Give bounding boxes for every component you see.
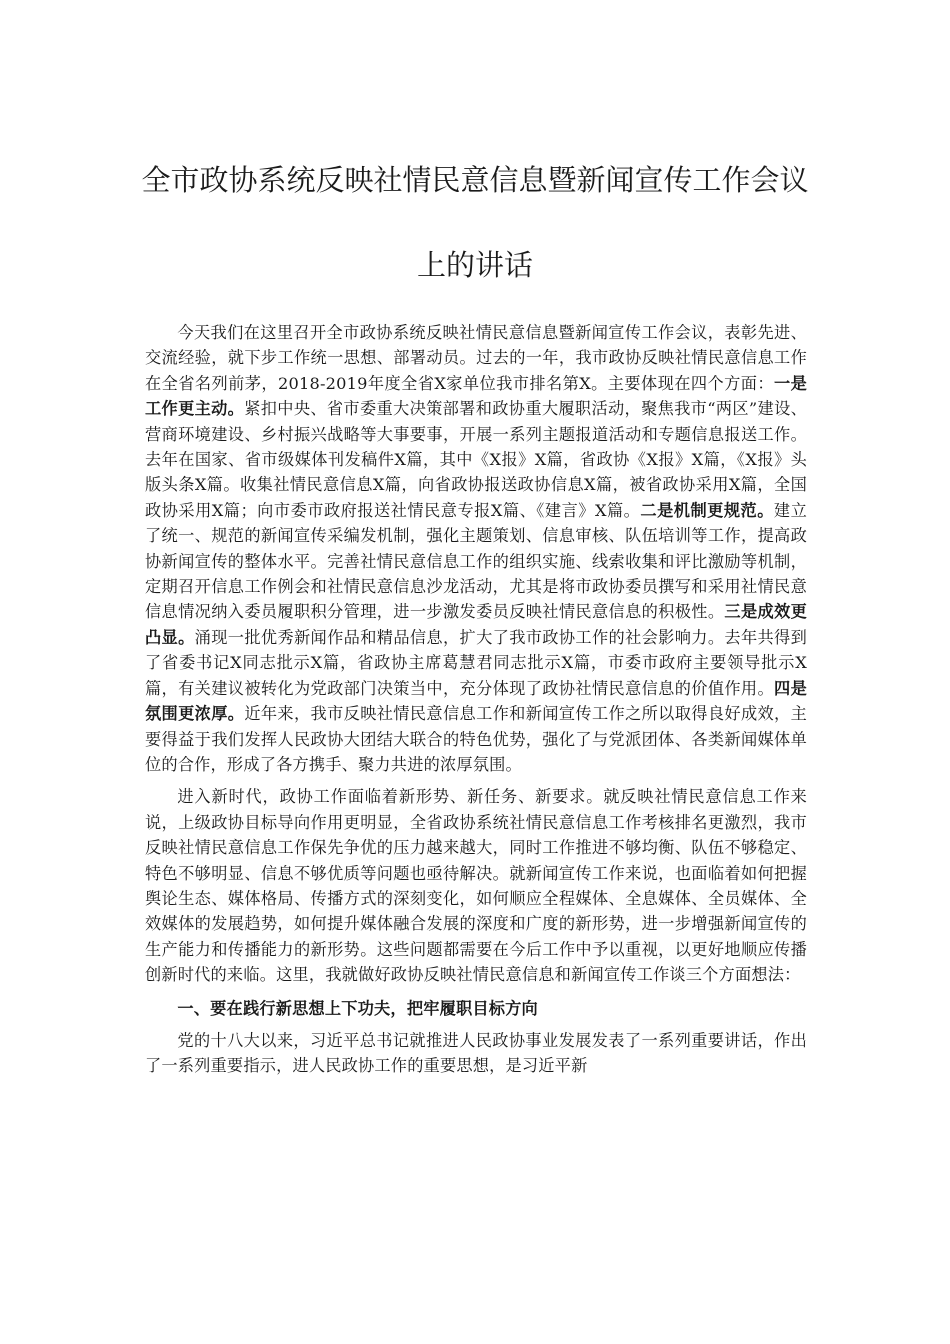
paragraph-text: 建立了统一、规范的新闻宣传采编发机制，强化主题策划、信息审核、队伍培训等工作，提高政协新闻宣传的整体水平。完善社情民意信息工作的组织实施、线索收集和评比激励等机制，定期召开信息工作例会和社情民意信息沙龙活动，尤其是将市政协委员撰写和采用社情民意信息情况纳入委员履职积分管理，进一步激发委员反映社情民意信息的积极性。: [145, 500, 808, 622]
document-body: [145, 320, 807, 1079]
document-title-line-1: 全市政协系统反映社情民意信息暨新闻宣传工作会议: [141, 163, 809, 197]
bold-point-1: 一是工作更主动。: [145, 373, 807, 419]
section-heading-1: 一、要在践行新思想上下功夫，把牢履职目标方向: [177, 998, 538, 1018]
bold-point-3: 三是成效更凸显。: [145, 602, 808, 647]
paragraph-2: 进入新时代，政协工作面临着新形势、新任务、新要求。就反映社情民意信息工作来说，上级政协目标导向作用更明显，全省政协系统社情民意信息工作考核排名更激烈，我市反映社情民意信息工作保先争优的压力越来越大，同时工作推进不够均衡、队伍不够稳定、特色不够明显、信息不够优质等问题也亟待解决。就新闻宣传工作来说，也面临着如何把握舆论生态、媒体格局、传播方式的深刻变化，如何顺应全程媒体、全息媒体、全员媒体、全效媒体的发展趋势，如何提升媒体融合发展的深度和广度的新形势，进一步增强新闻宣传的生产能力和传播能力的新形势。这些问题都需要在今后工作中予以重视，以更好地顺应传播创新时代的来临。这里，我就做好政协反映社情民意信息和新闻宣传工作谈三个方面想法：: [145, 787, 807, 985]
bold-point-4: 四是氛围更浓厚。: [145, 678, 807, 724]
paragraph-text: 今天我们在这里召开全市政协系统反映社情民意信息暨新闻宣传工作会议，表彰先进、交流经验，就下步工作统一思想、部署动员。过去的一年，我市政协反映社情民意信息工作在全省名列前茅，2018-2019年度全省X家单位我市排名第X。主要体现在四个方面：: [145, 323, 807, 393]
paragraph-1: [145, 320, 807, 777]
paragraph-3: 党的十八大以来，习近平总书记就推进人民政协事业发展发表了一系列重要讲话，作出了一系列重要指示，进人民政协工作的重要思想，是习近平新: [145, 1030, 807, 1076]
document-title-line-2: 上的讲话: [416, 248, 533, 282]
paragraph-text: 涌现一批优秀新闻作品和精品信息，扩大了我市政协工作的社会影响力。去年共得到了省委书记X同志批示X篇，省政协主席葛慧君同志批示X篇，市委市政府主要领导批示X篇，有关建议被转化为党政部门决策当中，充分体现了政协社情民意信息的价值作用。: [145, 627, 807, 698]
bold-point-2: 二是机制更规范。: [640, 500, 774, 520]
paragraph-text: 近年来，我市反映社情民意信息工作和新闻宣传工作之所以取得良好成效，主要得益于我们发挥人民政协大团结大联合的特色优势，强化了与党派团体、各类新闻媒体单位的合作，形成了各方携手、聚力共进的浓厚氛围。: [145, 704, 807, 774]
paragraph-text: 紧扣中央、省市委重大决策部署和政协重大履职活动，聚焦我市“两区”建设、营商环境建设、乡村振兴战略等大事要事，开展一系列主题报道活动和专题信息报送工作。去年在国家、省市级媒体刊发稿件X篇，其中《X报》X篇，省政协《X报》X篇，《X报》头版头条X篇。收集社情民意信息X篇，向省政协报送政协信息X篇，被省政协采用X篇，全国政协采用X篇；向市委市政府报送社情民意专报X篇、《建言》X篇。: [145, 399, 807, 520]
